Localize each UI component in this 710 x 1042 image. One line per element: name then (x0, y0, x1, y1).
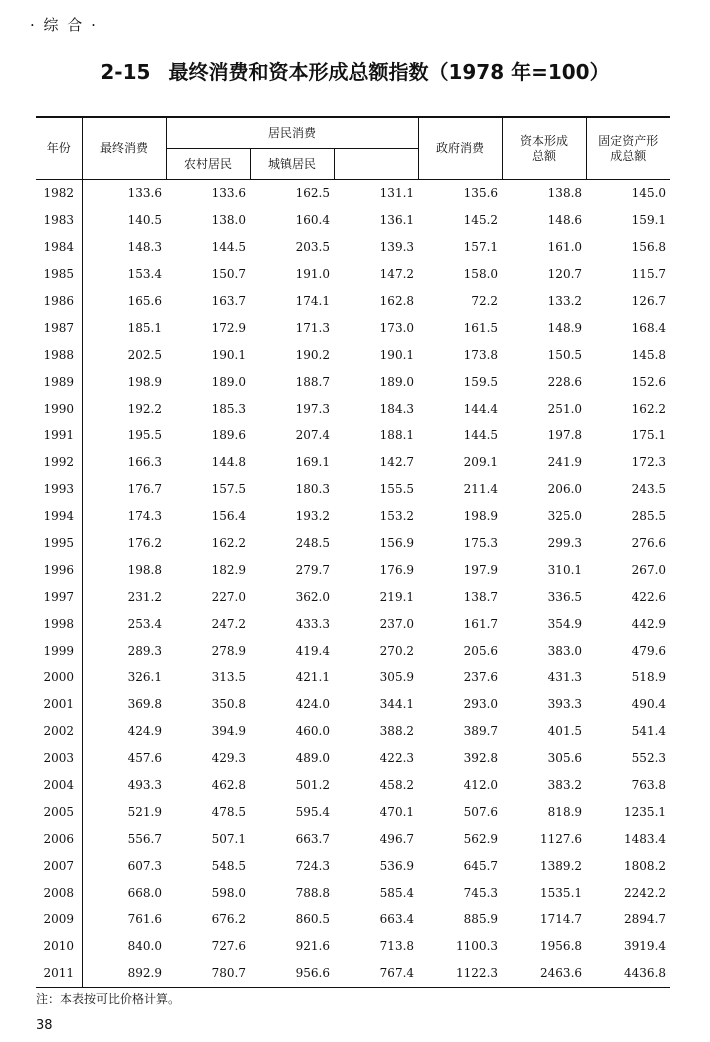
value-cell: 713.8 (379, 939, 415, 954)
value-cell: 383.0 (547, 643, 583, 658)
value-cell: 344.1 (379, 697, 415, 712)
value-cell: 285.5 (631, 509, 667, 524)
value-cell: 190.2 (295, 347, 330, 362)
value-cell: 211.4 (463, 482, 499, 497)
value-cell: 788.8 (295, 885, 330, 900)
value-cell: 279.7 (295, 562, 330, 577)
value-cell: 422.6 (631, 589, 667, 604)
value-cell: 203.5 (295, 240, 330, 255)
table-row (36, 180, 670, 207)
table-row (36, 933, 670, 960)
value-cell: 185.3 (211, 401, 246, 416)
value-cell: 507.6 (463, 804, 499, 819)
value-cell: 138.7 (463, 589, 499, 604)
table-row (36, 852, 670, 879)
year-cell: 1999 (36, 637, 82, 664)
value-cell: 156.8 (631, 240, 667, 255)
value-cell: 362.0 (295, 589, 330, 604)
value-cell: 521.9 (127, 804, 162, 819)
year-cell: 2011 (36, 960, 82, 987)
value-cell: 607.3 (127, 858, 162, 873)
value-cell: 193.2 (295, 509, 330, 524)
value-cell: 161.0 (547, 240, 583, 255)
table-row (36, 530, 670, 557)
index-table (36, 116, 670, 988)
value-cell: 251.0 (547, 401, 583, 416)
value-cell: 548.5 (211, 858, 246, 873)
value-cell: 140.5 (127, 213, 162, 228)
table-row (36, 261, 670, 288)
value-cell: 158.0 (463, 267, 499, 282)
value-cell: 231.2 (127, 589, 162, 604)
value-cell: 191.0 (295, 267, 330, 282)
year-cell: 1985 (36, 261, 82, 288)
value-cell: 313.5 (211, 670, 246, 685)
table-row (36, 772, 670, 799)
year-cell: 2003 (36, 745, 82, 772)
value-cell: 152.6 (631, 374, 667, 389)
value-cell: 162.5 (295, 186, 330, 201)
value-cell: 219.1 (379, 589, 415, 604)
value-cell: 237.0 (379, 616, 415, 631)
year-cell: 2002 (36, 718, 82, 745)
value-cell: 161.7 (463, 616, 499, 631)
value-cell: 745.3 (463, 885, 499, 900)
value-cell: 115.7 (631, 267, 667, 282)
value-cell: 135.6 (463, 186, 499, 201)
value-cell: 325.0 (547, 509, 583, 524)
value-cell: 389.7 (463, 724, 499, 739)
value-cell: 1235.1 (624, 804, 667, 819)
value-cell: 175.1 (631, 428, 667, 443)
value-cell: 173.8 (463, 347, 499, 362)
value-cell: 388.2 (379, 724, 415, 739)
value-cell: 173.0 (379, 320, 415, 335)
value-cell: 148.9 (547, 320, 583, 335)
table-row (36, 476, 670, 503)
value-cell: 4436.8 (586, 960, 670, 987)
table-row (36, 556, 670, 583)
year-cell: 2005 (36, 798, 82, 825)
header-household-spacer (334, 149, 418, 180)
value-cell: 189.0 (211, 374, 246, 389)
value-cell: 401.5 (547, 724, 583, 739)
value-cell: 433.3 (295, 616, 330, 631)
page-number: 38 (36, 1018, 53, 1033)
value-cell: 153.2 (379, 509, 415, 524)
value-cell: 595.4 (295, 804, 330, 819)
value-cell: 192.2 (127, 401, 162, 416)
value-cell: 162.2 (631, 401, 667, 416)
value-cell: 253.4 (127, 616, 162, 631)
value-cell: 176.2 (127, 536, 162, 551)
value-cell: 350.8 (211, 697, 246, 712)
value-cell: 299.3 (547, 536, 583, 551)
value-cell: 818.9 (547, 804, 583, 819)
table-title: 最终消费和资本形成总额指数（1978 年=100） (168, 60, 610, 84)
value-cell: 172.9 (211, 320, 246, 335)
value-cell: 180.3 (295, 482, 330, 497)
year-cell: 2006 (36, 825, 82, 852)
value-cell: 663.7 (295, 831, 330, 846)
value-cell: 144.4 (463, 401, 499, 416)
value-cell: 175.3 (463, 536, 499, 551)
value-cell: 159.5 (463, 374, 499, 389)
value-cell: 197.3 (295, 401, 330, 416)
value-cell: 676.2 (211, 912, 246, 927)
value-cell: 419.4 (295, 643, 330, 658)
value-cell: 168.4 (631, 320, 667, 335)
header-rural: 农村居民 (166, 149, 250, 180)
value-cell: 457.6 (127, 751, 162, 766)
value-cell: 176.7 (127, 482, 162, 497)
value-cell: 892.9 (82, 960, 166, 987)
value-cell: 131.1 (379, 186, 415, 201)
value-cell: 72.2 (471, 294, 499, 308)
footnote: 注：本表按可比价格计算。 (36, 992, 181, 1006)
value-cell: 197.9 (463, 562, 499, 577)
value-cell: 190.1 (379, 347, 415, 362)
value-cell: 727.6 (211, 939, 246, 954)
value-cell: 493.3 (127, 778, 162, 793)
year-cell: 1993 (36, 476, 82, 503)
value-cell: 142.7 (379, 455, 415, 470)
value-cell: 289.3 (127, 643, 162, 658)
value-cell: 429.3 (211, 751, 246, 766)
year-cell: 1990 (36, 395, 82, 422)
value-cell: 585.4 (379, 885, 415, 900)
year-cell: 1994 (36, 503, 82, 530)
value-cell: 169.1 (295, 455, 330, 470)
value-cell: 147.2 (379, 267, 415, 282)
value-cell: 780.7 (166, 960, 250, 987)
value-cell: 490.4 (631, 697, 667, 712)
value-cell: 163.7 (211, 294, 246, 308)
value-cell: 156.4 (211, 509, 246, 524)
value-cell: 496.7 (379, 831, 415, 846)
value-cell: 162.2 (211, 536, 246, 551)
section-label: · 综 合 · (30, 16, 98, 34)
table-row (36, 906, 670, 933)
value-cell: 1127.6 (540, 831, 583, 846)
value-cell: 197.8 (547, 428, 583, 443)
year-cell: 2008 (36, 879, 82, 906)
value-cell: 3919.4 (624, 939, 667, 954)
table-row (36, 879, 670, 906)
value-cell: 155.5 (379, 482, 415, 497)
table-row (36, 610, 670, 637)
value-cell: 1483.4 (624, 831, 667, 846)
value-cell: 153.4 (127, 267, 162, 282)
table-row (36, 664, 670, 691)
table-number: 2-15 (100, 60, 151, 84)
header-capital-formation: 资本形成总额 (502, 117, 586, 180)
value-cell: 160.4 (295, 213, 330, 228)
value-cell: 189.6 (211, 428, 246, 443)
value-cell: 227.0 (211, 589, 246, 604)
year-cell: 1989 (36, 368, 82, 395)
value-cell: 507.1 (211, 831, 246, 846)
header-urban: 城镇居民 (250, 149, 334, 180)
table-row (36, 637, 670, 664)
value-cell: 144.5 (463, 428, 499, 443)
value-cell: 2463.6 (502, 960, 586, 987)
value-cell: 412.0 (463, 778, 499, 793)
value-cell: 267.0 (631, 562, 667, 577)
value-cell: 645.7 (463, 858, 499, 873)
value-cell: 145.8 (631, 347, 667, 362)
value-cell: 393.3 (547, 697, 583, 712)
value-cell: 840.0 (127, 939, 162, 954)
value-cell: 195.5 (127, 428, 162, 443)
value-cell: 489.0 (295, 751, 330, 766)
year-cell: 2004 (36, 772, 82, 799)
value-cell: 305.6 (547, 751, 583, 766)
value-cell: 761.6 (127, 912, 162, 927)
value-cell: 138.0 (211, 213, 246, 228)
table-row (36, 745, 670, 772)
value-cell: 144.5 (211, 240, 246, 255)
value-cell: 470.1 (379, 804, 415, 819)
value-cell: 270.2 (379, 643, 415, 658)
table-row (36, 395, 670, 422)
value-cell: 885.9 (463, 912, 499, 927)
table-row (36, 691, 670, 718)
value-cell: 394.9 (211, 724, 246, 739)
value-cell: 241.9 (547, 455, 583, 470)
value-cell: 148.6 (547, 213, 583, 228)
value-cell: 921.6 (295, 939, 330, 954)
value-cell: 150.7 (211, 267, 246, 282)
value-cell: 310.1 (547, 562, 583, 577)
value-cell: 598.0 (211, 885, 246, 900)
value-cell: 556.7 (127, 831, 162, 846)
value-cell: 243.5 (631, 482, 667, 497)
table-row (36, 422, 670, 449)
year-cell: 1996 (36, 556, 82, 583)
value-cell: 133.6 (127, 186, 162, 201)
value-cell: 202.5 (127, 347, 162, 362)
year-cell: 1988 (36, 341, 82, 368)
value-cell: 354.9 (547, 616, 583, 631)
value-cell: 145.2 (463, 213, 499, 228)
table-row (36, 798, 670, 825)
value-cell: 176.9 (379, 562, 415, 577)
page-title (0, 56, 710, 85)
year-cell: 1992 (36, 449, 82, 476)
value-cell: 383.2 (547, 778, 583, 793)
year-cell: 2001 (36, 691, 82, 718)
table-row (36, 207, 670, 234)
value-cell: 724.3 (295, 858, 330, 873)
year-cell: 1984 (36, 234, 82, 261)
year-cell: 2009 (36, 906, 82, 933)
value-cell: 248.5 (295, 536, 330, 551)
value-cell: 237.6 (463, 670, 499, 685)
value-cell: 326.1 (127, 670, 162, 685)
value-cell: 228.6 (547, 374, 583, 389)
value-cell: 184.3 (379, 401, 415, 416)
value-cell: 276.6 (631, 536, 667, 551)
value-cell: 206.0 (547, 482, 583, 497)
value-cell: 421.1 (295, 670, 330, 685)
value-cell: 120.7 (547, 267, 583, 282)
value-cell: 136.1 (379, 213, 415, 228)
year-cell: 1987 (36, 314, 82, 341)
value-cell: 162.8 (379, 294, 415, 308)
year-cell: 2010 (36, 933, 82, 960)
value-cell: 205.6 (463, 643, 499, 658)
year-cell: 1998 (36, 610, 82, 637)
value-cell: 663.4 (379, 912, 415, 927)
value-cell: 518.9 (631, 670, 667, 685)
year-cell: 1983 (36, 207, 82, 234)
table-row (36, 314, 670, 341)
value-cell: 165.6 (127, 294, 162, 308)
value-cell: 336.5 (547, 589, 583, 604)
value-cell: 424.9 (127, 724, 162, 739)
year-cell: 2000 (36, 664, 82, 691)
value-cell: 185.1 (127, 320, 162, 335)
value-cell: 156.9 (379, 536, 415, 551)
value-cell: 462.8 (211, 778, 246, 793)
value-cell: 198.9 (463, 509, 499, 524)
value-cell: 1714.7 (540, 912, 583, 927)
table-row (36, 825, 670, 852)
value-cell: 133.2 (547, 294, 583, 308)
value-cell: 1808.2 (624, 858, 667, 873)
header-household: 居民消费 (166, 117, 418, 149)
value-cell: 424.0 (295, 697, 330, 712)
value-cell: 2242.2 (624, 885, 667, 900)
value-cell: 188.1 (379, 428, 415, 443)
value-cell: 144.8 (211, 455, 246, 470)
value-cell: 139.3 (379, 240, 415, 255)
table-row (36, 449, 670, 476)
value-cell: 536.9 (379, 858, 415, 873)
value-cell: 166.3 (127, 455, 162, 470)
value-cell: 278.9 (211, 643, 246, 658)
value-cell: 188.7 (295, 374, 330, 389)
value-cell: 1956.8 (540, 939, 583, 954)
value-cell: 2894.7 (624, 912, 667, 927)
value-cell: 198.9 (127, 374, 162, 389)
value-cell: 501.2 (295, 778, 330, 793)
table-row (36, 341, 670, 368)
year-cell: 1986 (36, 288, 82, 315)
value-cell: 305.9 (379, 670, 415, 685)
value-cell: 209.1 (463, 455, 499, 470)
table-row (36, 503, 670, 530)
value-cell: 479.6 (631, 643, 667, 658)
value-cell: 150.5 (547, 347, 583, 362)
table-body (36, 180, 670, 988)
value-cell: 148.3 (127, 240, 162, 255)
value-cell: 458.2 (379, 778, 415, 793)
value-cell: 442.9 (631, 616, 667, 631)
value-cell: 207.4 (295, 428, 330, 443)
value-cell: 1100.3 (456, 939, 499, 954)
value-cell: 763.8 (631, 778, 667, 793)
value-cell: 562.9 (463, 831, 499, 846)
value-cell: 145.0 (631, 186, 667, 201)
year-cell: 1991 (36, 422, 82, 449)
table-row (36, 583, 670, 610)
value-cell: 157.1 (463, 240, 499, 255)
value-cell: 157.5 (211, 482, 246, 497)
value-cell: 138.8 (547, 186, 583, 201)
year-cell: 1995 (36, 530, 82, 557)
value-cell: 460.0 (295, 724, 330, 739)
value-cell: 1389.2 (540, 858, 583, 873)
year-cell: 2007 (36, 852, 82, 879)
value-cell: 392.8 (463, 751, 499, 766)
value-cell: 190.1 (211, 347, 246, 362)
value-cell: 1122.3 (418, 960, 502, 987)
value-cell: 668.0 (127, 885, 162, 900)
value-cell: 369.8 (127, 697, 162, 712)
value-cell: 552.3 (631, 751, 667, 766)
value-cell: 198.8 (127, 562, 162, 577)
table-row (36, 718, 670, 745)
table-row (36, 368, 670, 395)
table-row (36, 288, 670, 315)
value-cell: 133.6 (211, 186, 246, 201)
value-cell: 172.3 (631, 455, 667, 470)
year-cell: 1997 (36, 583, 82, 610)
value-cell: 171.3 (295, 320, 330, 335)
value-cell: 422.3 (379, 751, 415, 766)
value-cell: 478.5 (211, 804, 246, 819)
value-cell: 1535.1 (540, 885, 583, 900)
header-final-consumption: 最终消费 (82, 117, 166, 180)
value-cell: 860.5 (295, 912, 330, 927)
table-row (36, 234, 670, 261)
value-cell: 174.1 (295, 294, 330, 308)
value-cell: 174.3 (127, 509, 162, 524)
year-cell: 1982 (36, 180, 82, 207)
value-cell: 247.2 (211, 616, 246, 631)
header-year: 年份 (36, 117, 82, 180)
value-cell: 431.3 (547, 670, 583, 685)
table-row (36, 960, 670, 987)
value-cell: 189.0 (379, 374, 415, 389)
value-cell: 182.9 (211, 562, 246, 577)
header-government: 政府消费 (418, 117, 502, 180)
value-cell: 541.4 (631, 724, 667, 739)
value-cell: 161.5 (463, 320, 499, 335)
value-cell: 159.1 (631, 213, 667, 228)
value-cell: 767.4 (334, 960, 418, 987)
value-cell: 126.7 (631, 294, 667, 308)
value-cell: 293.0 (463, 697, 499, 712)
header-fixed-capital: 固定资产形成总额 (586, 117, 670, 180)
value-cell: 956.6 (250, 960, 334, 987)
